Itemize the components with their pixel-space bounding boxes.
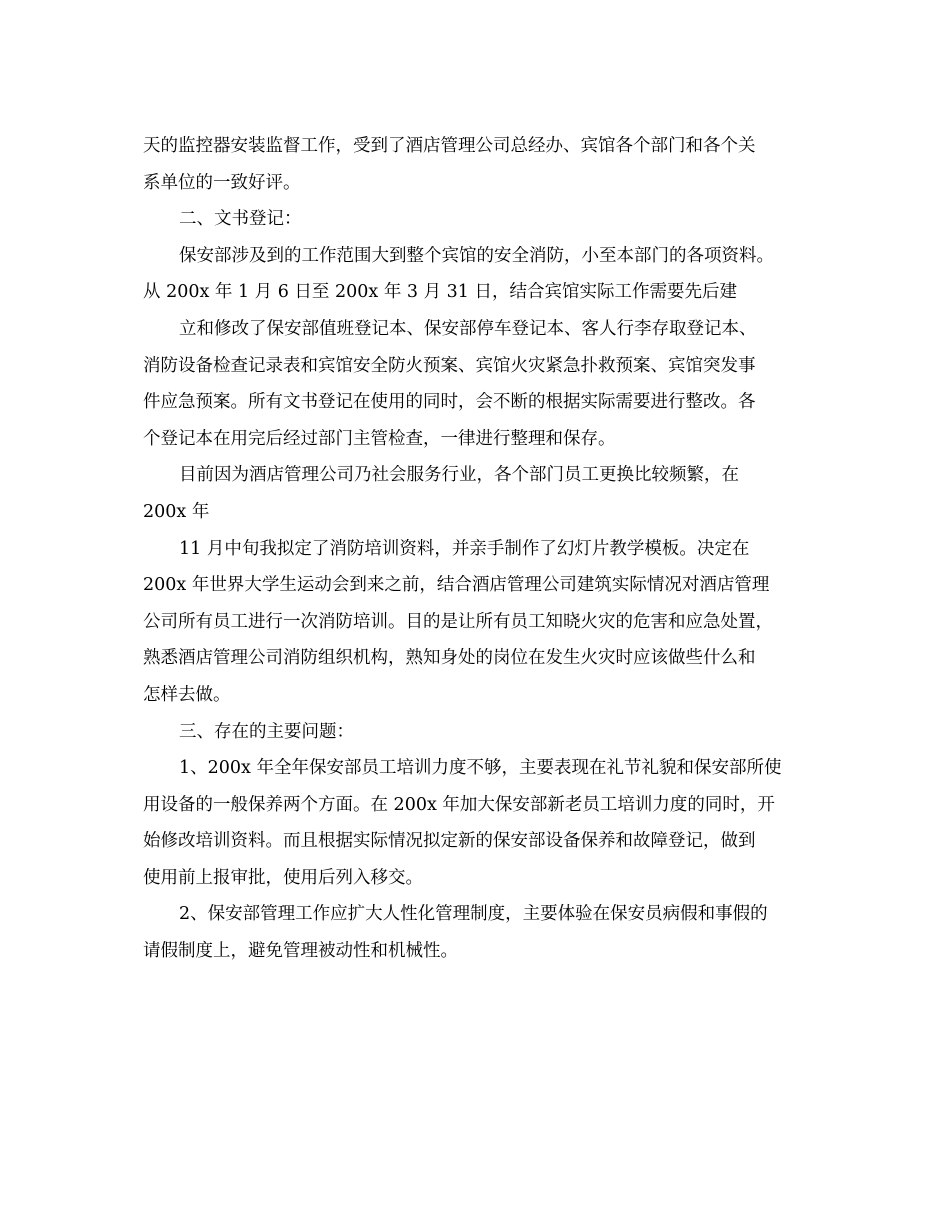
text-line: 二、文书登记： <box>179 209 302 230</box>
text-line: 11 月中旬我拟定了消防培训资料，并亲手制作了幻灯片教学模板。决定在 <box>179 538 750 559</box>
document-body <box>143 128 813 970</box>
text-line: 公司所有员工进行一次消防培训。目的是让所有员工知晓火灾的危害和应急处置， <box>143 611 773 632</box>
text-line: 目前因为酒店管理公司乃社会服务行业，各个部门员工更换比较频繁，在 <box>179 465 739 486</box>
text-line: 使用前上报审批，使用后列入移交。 <box>143 867 423 888</box>
text-line: 天的监控器安装监督工作，受到了酒店管理公司总经办、宾馆各个部门和各个关 <box>143 136 756 156</box>
text-line: 请假制度上，避免管理被动性和机械性。 <box>143 941 458 962</box>
text-line: 熟悉酒店管理公司消防组织机构，熟知身处的岗位在发生火灾时应该做些什么和 <box>143 648 756 669</box>
text-line: 系单位的一致好评。 <box>143 172 301 193</box>
text-line: 200x 年 <box>143 501 210 522</box>
text-line: 个登记本在用完后经过部门主管检查，一律进行整理和保存。 <box>143 428 616 449</box>
text-line: 三、存在的主要问题： <box>179 721 354 742</box>
text-line: 始修改培训资料。而且根据实际情况拟定新的保安部设备保养和故障登记，做到 <box>143 831 756 852</box>
text-line: 消防设备检查记录表和宾馆安全防火预案、宾馆火灾紧急扑救预案、宾馆突发事 <box>143 355 756 376</box>
text-line: 件应急预案。所有文书登记在使用的同时，会不断的根据实际需要进行整改。各 <box>143 392 756 413</box>
text-line: 200x 年世界大学生运动会到来之前，结合酒店管理公司建筑实际情况对酒店管理 <box>143 575 770 596</box>
text-line: 2、保安部管理工作应扩大人性化管理制度，主要体验在保安员病假和事假的 <box>179 904 768 925</box>
text-line: 1、200x 年全年保安部员工培训力度不够，主要表现在礼节礼貌和保安部所使 <box>179 758 782 779</box>
text-line: 用设备的一般保养两个方面。在 200x 年加大保安部新老员工培训力度的同时，开 <box>143 794 775 815</box>
text-line: 保安部涉及到的工作范围大到整个宾馆的安全消防，小至本部门的各项资料。 <box>179 245 774 266</box>
text-line: 怎样去做。 <box>143 684 231 705</box>
text-line: 立和修改了保安部值班登记本、保安部停车登记本、客人行李存取登记本、 <box>179 318 757 339</box>
text-line: 从 200x 年 1 月 6 日至 200x 年 3 月 31 日，结合宾馆实际工作需要先后建 <box>143 282 737 303</box>
